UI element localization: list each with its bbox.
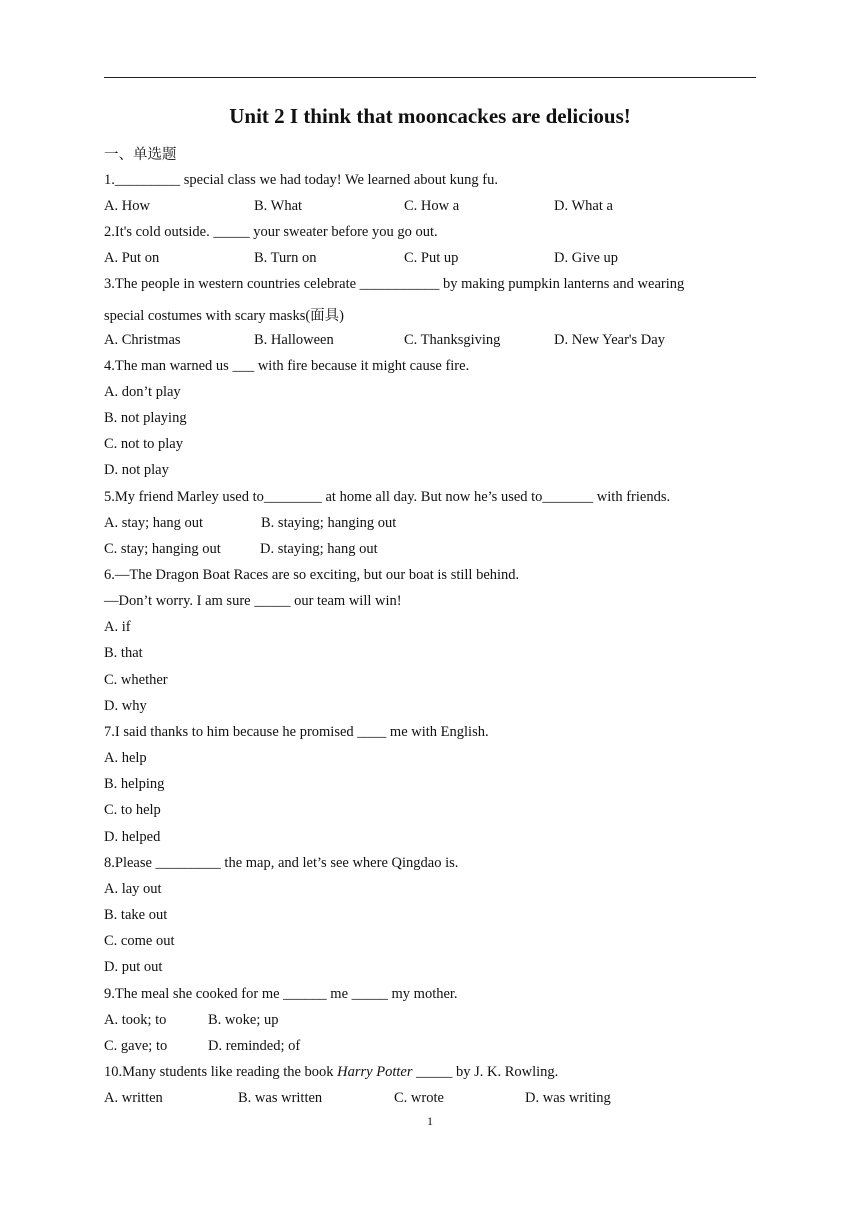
question-4-option-b: B. not playing <box>104 410 187 426</box>
question-10-option-c: C. wrote <box>394 1090 444 1106</box>
question-3-stem-line-1: 3.The people in western countries celebrate ___________ by making pumpkin lanterns and wearing <box>104 276 685 292</box>
question-10-option-b: B. was written <box>238 1090 323 1106</box>
question-8-option-c: C. come out <box>104 933 175 949</box>
question-6-option-d: D. why <box>104 698 147 714</box>
question-4-option-d: D. not play <box>104 462 169 478</box>
question-8-option-d: D. put out <box>104 959 163 975</box>
question-6-stem-line-2: —Don’t worry. I am sure _____ our team will win! <box>104 593 402 609</box>
question-10-stem-after: _____ by J. K. Rowling. <box>412 1064 559 1080</box>
question-4-option-c: C. not to play <box>104 436 183 452</box>
question-3-option-b: B. Halloween <box>254 332 334 348</box>
question-8-stem: 8.Please _________ the map, and let’s see where Qingdao is. <box>104 855 459 871</box>
question-7-option-d: D. helped <box>104 829 161 845</box>
question-6-option-c: C. whether <box>104 672 168 688</box>
question-9-option-a: A. took; to <box>104 1012 167 1028</box>
question-10-stem-before: 10.Many students like reading the book <box>104 1064 338 1080</box>
question-1-option-a: A. How <box>104 198 150 214</box>
question-1-option-d: D. What a <box>554 198 613 214</box>
section-heading: 一、单选题 <box>104 147 177 163</box>
question-1-option-b: B. What <box>254 198 303 214</box>
question-2-stem: 2.It's cold outside. _____ your sweater before you go out. <box>104 224 438 240</box>
question-6-option-a: A. if <box>104 619 131 635</box>
question-6-option-b: B. that <box>104 645 143 661</box>
question-5-option-d: D. staying; hang out <box>260 541 378 557</box>
question-7-option-a: A. help <box>104 750 147 766</box>
question-2-option-b: B. Turn on <box>254 250 317 266</box>
question-1-option-c: C. How a <box>404 198 460 214</box>
question-3-option-c: C. Thanksgiving <box>404 332 501 348</box>
question-3-option-a: A. Christmas <box>104 332 181 348</box>
question-5-stem: 5.My friend Marley used to________ at home all day. But now he’s used to_______ with friends. <box>104 489 671 505</box>
question-2-option-d: D. Give up <box>554 250 619 266</box>
question-10-stem <box>104 1064 558 1081</box>
question-10-option-d: D. was writing <box>525 1090 611 1106</box>
question-7-option-b: B. helping <box>104 776 165 792</box>
question-4-option-a: A. don’t play <box>104 384 181 400</box>
question-8-option-a: A. lay out <box>104 881 162 897</box>
page-number: 1 <box>427 1114 433 1128</box>
question-9-stem: 9.The meal she cooked for me ______ me _____ my mother. <box>104 986 458 1002</box>
question-7-option-c: C. to help <box>104 802 161 818</box>
question-7-stem: 7.I said thanks to him because he promised ____ me with English. <box>104 724 489 740</box>
question-6-stem-line-1: 6.—The Dragon Boat Races are so exciting, but our boat is still behind. <box>104 567 520 583</box>
page-title: Unit 2 I think that mooncackes are delicious! <box>229 104 631 128</box>
question-2-option-c: C. Put up <box>404 250 459 266</box>
question-4-stem: 4.The man warned us ___ with fire because it might cause fire. <box>104 358 470 374</box>
question-9-option-c: C. gave; to <box>104 1038 168 1054</box>
header-rule <box>104 77 756 78</box>
question-3-option-d: D. New Year's Day <box>554 332 665 348</box>
question-1-stem: 1._________ special class we had today! We learned about kung fu. <box>104 172 498 188</box>
question-9-option-d: D. reminded; of <box>208 1038 301 1054</box>
book-title: Harry Potter <box>337 1064 413 1080</box>
question-9-option-b: B. woke; up <box>208 1012 279 1028</box>
question-5-option-b: B. staying; hanging out <box>261 515 397 531</box>
question-5-option-a: A. stay; hang out <box>104 515 204 531</box>
question-10-option-a: A. written <box>104 1090 163 1106</box>
question-3-stem-line-2: special costumes with scary masks(面具) <box>104 308 345 324</box>
question-8-option-b: B. take out <box>104 907 168 923</box>
question-5-option-c: C. stay; hanging out <box>104 541 221 557</box>
question-2-option-a: A. Put on <box>104 250 160 266</box>
